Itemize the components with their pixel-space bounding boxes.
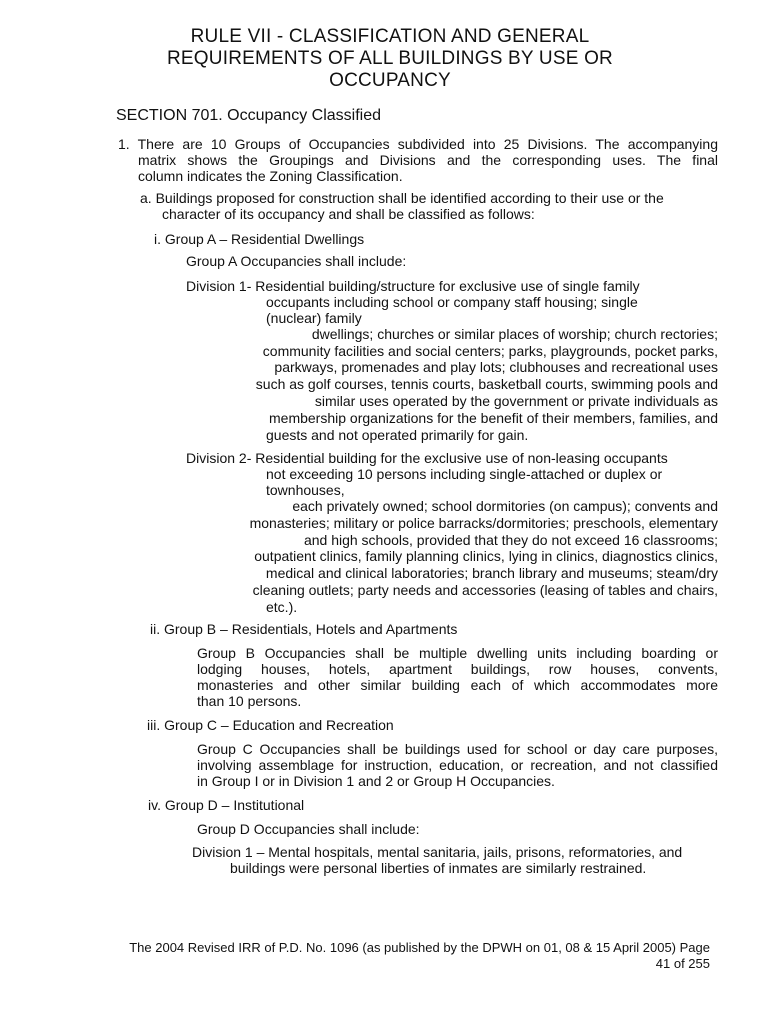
- title-line-2: REQUIREMENTS OF ALL BUILDINGS BY USE OR: [167, 48, 613, 69]
- group-a-heading: i. Group A – Residential Dwellings: [154, 231, 365, 247]
- group-a-div1-line: Division 1- Residential building/structure for exclusive use of single family: [186, 278, 640, 294]
- footer-line-1: The 2004 Revised IRR of P.D. No. 1096 (as published by the DPWH on 01, 08 & 15 April 2005) Page: [129, 940, 710, 955]
- group-a-div1-line: community facilities and social centers; parks, playgrounds, pocket parks,: [262, 343, 718, 359]
- para-a-line-1: a. Buildings proposed for construction shall be identified according to their use or the: [140, 190, 664, 206]
- title-line-3: OCCUPANCY: [329, 70, 451, 91]
- group-a-div2-line: each privately owned; school dormitories (on campus); convents and: [292, 498, 718, 514]
- para1-line-2: matrix shows the Groupings and Divisions and the corresponding uses. The final: [138, 152, 718, 168]
- group-a-div2-line: cleaning outlets; party needs and accessories (leasing of tables and chairs,: [252, 582, 718, 598]
- group-a-div1-line: guests and not operated primarily for gain.: [266, 427, 529, 443]
- group-a-div1-line: parkways, promenades and play lots; clubhouses and recreational uses: [274, 359, 718, 375]
- group-b-heading: ii. Group B – Residentials, Hotels and Apartments: [150, 621, 458, 637]
- group-a-div2-line: etc.).: [266, 599, 298, 615]
- title-line-1: RULE VII - CLASSIFICATION AND GENERAL: [190, 26, 590, 47]
- group-a-div1-line: (nuclear) family: [266, 310, 362, 326]
- group-a-div2-line: townhouses,: [266, 482, 345, 498]
- group-a-div2-line: outpatient clinics, family planning clinics, lying in clinics, diagnostics clinics,: [254, 548, 718, 564]
- group-a-div1-line: similar uses operated by the government or private individuals as: [314, 393, 718, 409]
- footer-line-2: 41 of 255: [655, 956, 710, 971]
- group-b-line: than 10 persons.: [197, 693, 302, 709]
- group-a-div1-line: membership organizations for the benefit of their members, families, and: [269, 410, 718, 426]
- para1-line-3: column indicates the Zoning Classification.: [138, 168, 403, 184]
- group-d-div1-line: Division 1 – Mental hospitals, mental sanitaria, jails, prisons, reformatories, and: [192, 844, 683, 860]
- group-a-intro: Group A Occupancies shall include:: [186, 253, 407, 269]
- group-a-div2-line: monasteries; military or police barracks/dormitories; preschools, elementary: [249, 515, 718, 531]
- group-d-div1-line: buildings were personal liberties of inmates are similarly restrained.: [230, 860, 647, 876]
- section-heading: SECTION 701. Occupancy Classified: [116, 107, 381, 124]
- group-a-div1-line: such as golf courses, tennis courts, basketball courts, swimming pools and: [255, 376, 718, 392]
- group-c-line: involving assemblage for instruction, education, or recreation, and not classified: [197, 757, 718, 773]
- group-d-heading: iv. Group D – Institutional: [148, 797, 305, 813]
- page-footer: [60, 940, 710, 972]
- group-a-div1-line: dwellings; churches or similar places of worship; church rectories;: [311, 326, 718, 342]
- group-c-line: in Group I or in Division 1 and 2 or Group H Occupancies.: [197, 773, 555, 789]
- para-a-line-2: character of its occupancy and shall be classified as follows:: [162, 206, 535, 222]
- group-c-heading: iii. Group C – Education and Recreation: [147, 717, 394, 733]
- group-b-line: lodging houses, hotels, apartment buildings, row houses, convents,: [197, 661, 718, 677]
- group-a-div2-line: and high schools, provided that they do not exceed 16 classrooms;: [303, 532, 718, 548]
- group-a-div2-line: Division 2- Residential building for the exclusive use of non-leasing occupants: [186, 450, 668, 466]
- group-a-div2-line: not exceeding 10 persons including single-attached or duplex or: [266, 466, 663, 482]
- para1-line-1: 1. There are 10 Groups of Occupancies subdivided into 25 Divisions. The accompanying: [118, 136, 718, 152]
- group-c-line: Group C Occupancies shall be buildings used for school or day care purposes,: [197, 741, 718, 757]
- group-d-intro: Group D Occupancies shall include:: [197, 821, 420, 837]
- page-title: [110, 26, 670, 92]
- group-b-line: monasteries and other similar building each of which accommodates more: [197, 677, 718, 693]
- group-a-div1-line: occupants including school or company staff housing; single: [266, 294, 638, 310]
- group-a-div2-line: medical and clinical laboratories; branch library and museums; steam/dry: [265, 565, 718, 581]
- group-b-line: Group B Occupancies shall be multiple dwelling units including boarding or: [197, 645, 718, 661]
